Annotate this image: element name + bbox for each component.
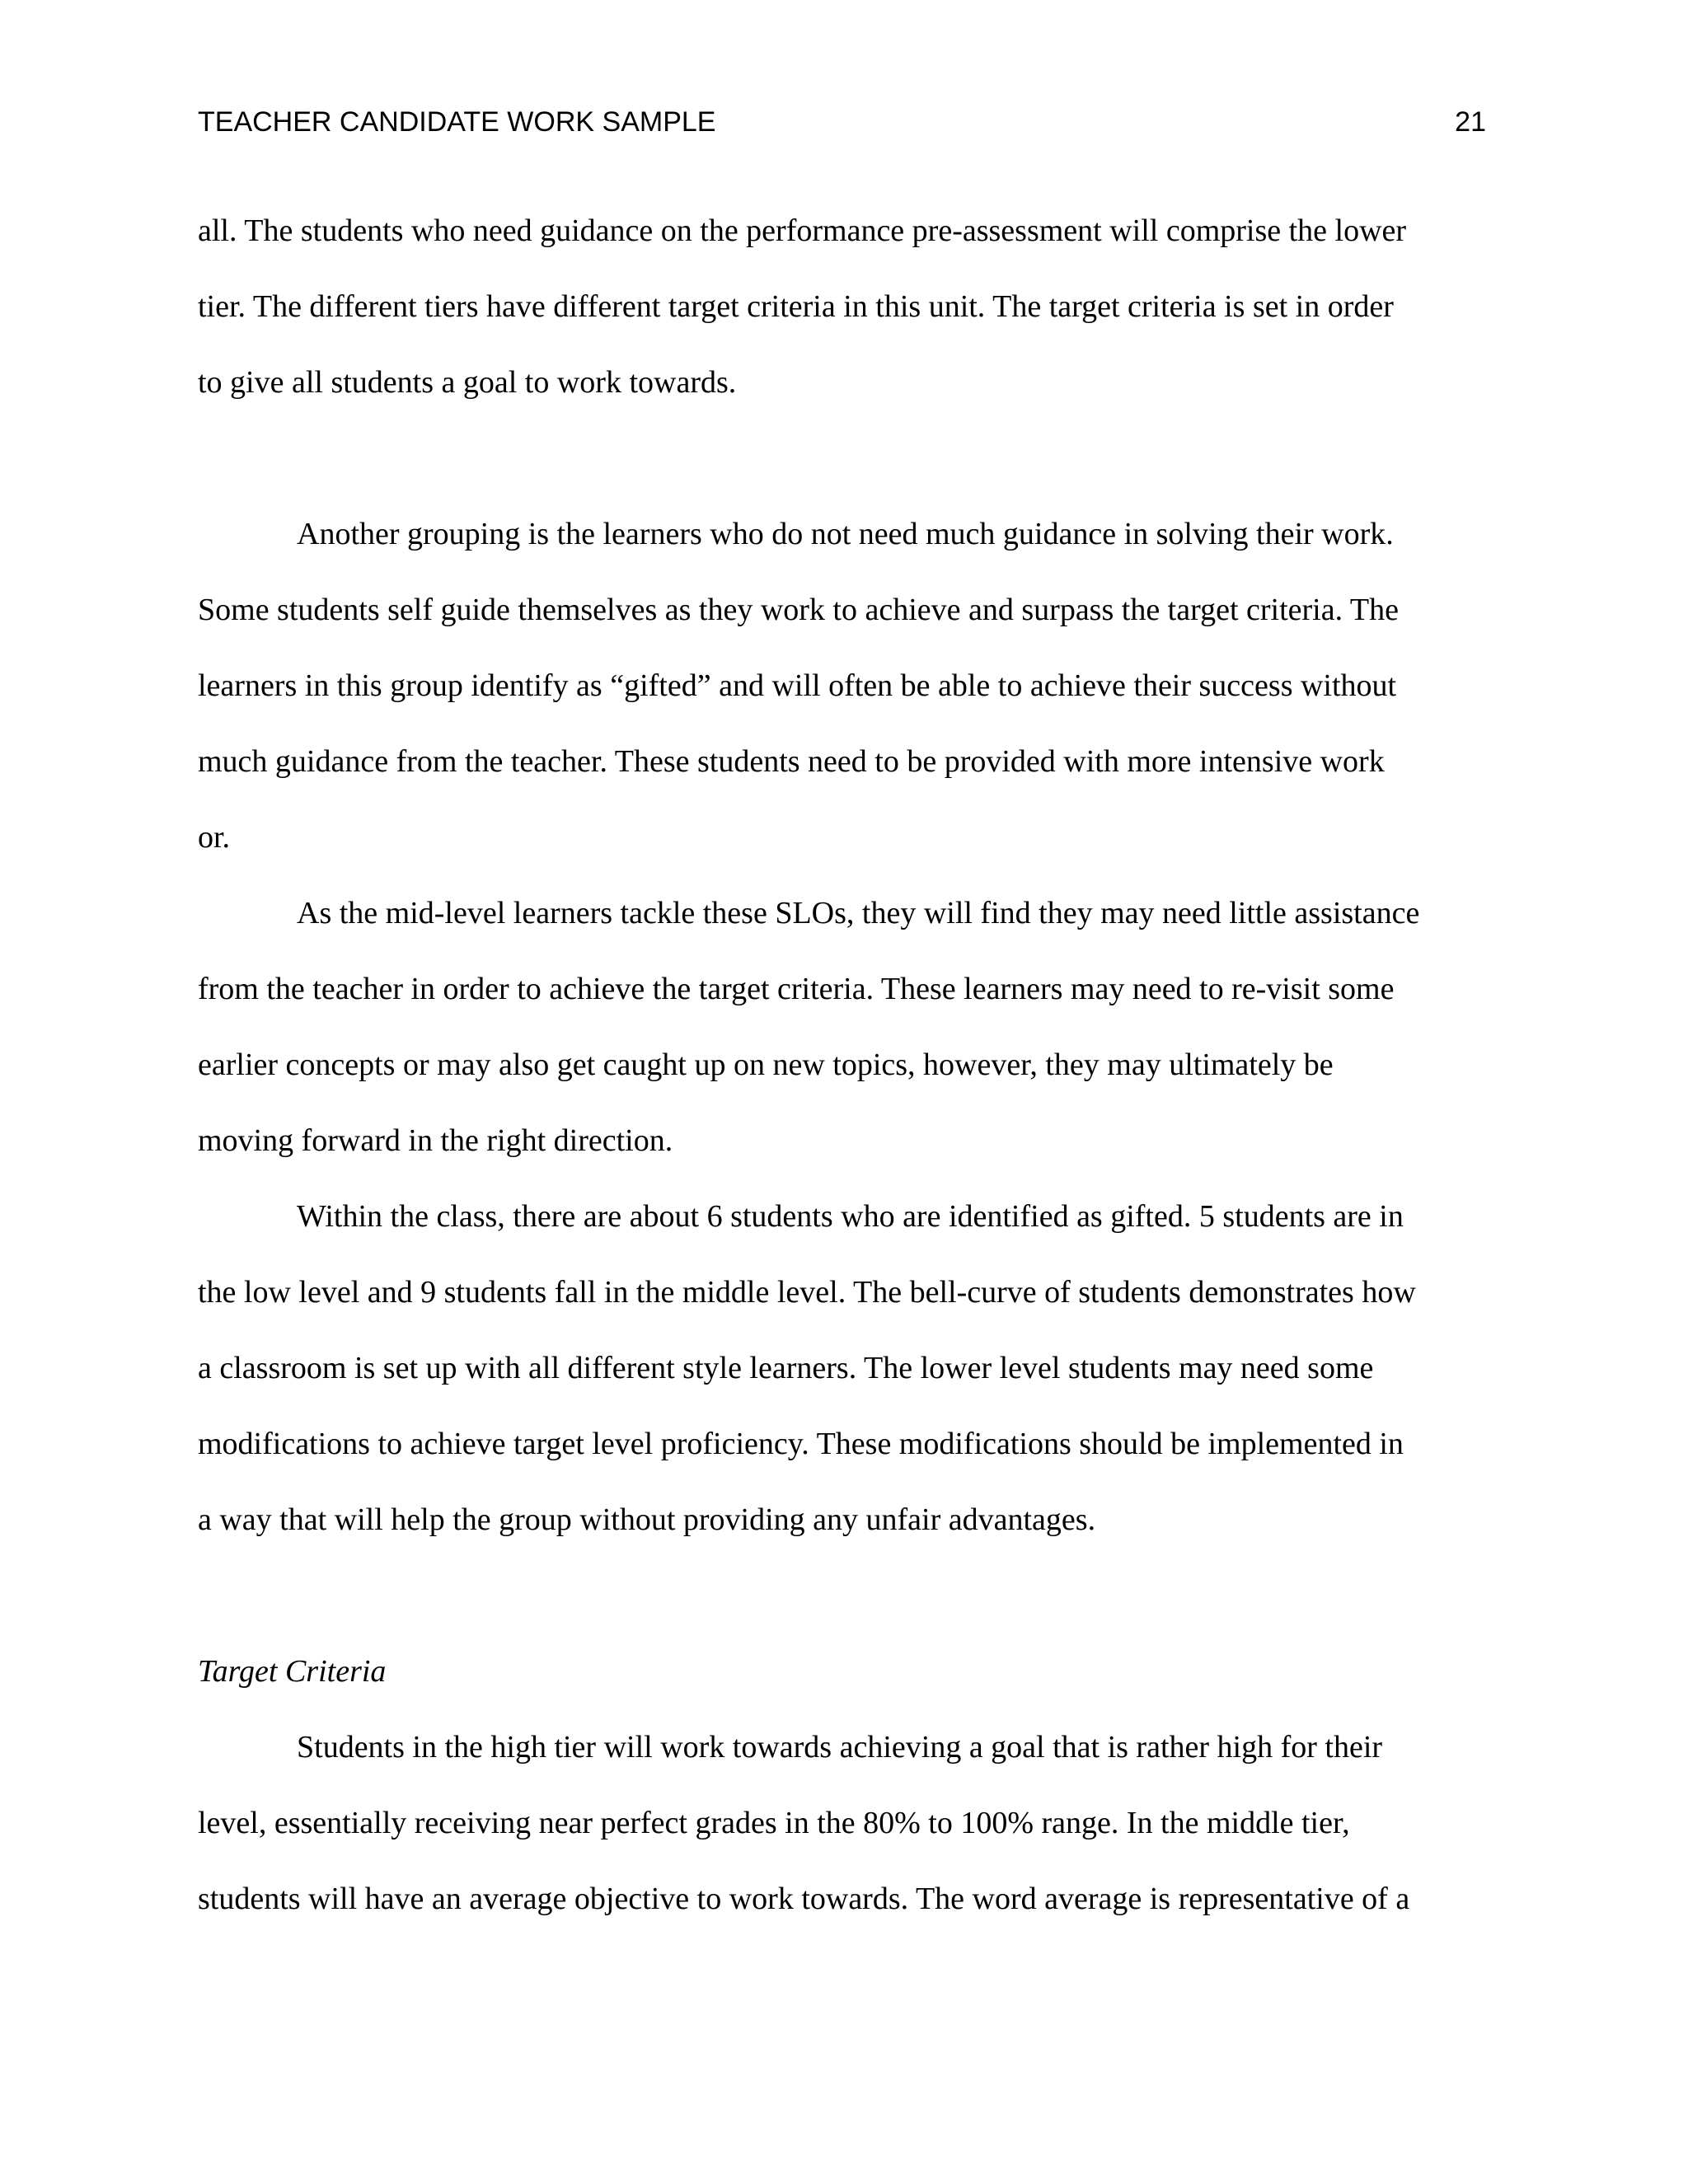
paragraph-mid-level-learners: As the mid-level learners tackle these SLOs, they will find they may need little assistance from the teacher in order to achieve the target criteria. These learners may need to re-visit some earlier concepts or may also get caught up on new topics, however, they may ultimately be moving forward in the right direction. bbox=[198, 896, 1420, 1158]
paragraph-another-grouping: Another grouping is the learners who do not need much guidance in solving their work. Some students self guide themselves as they work to achieve and surpass the target criteria. The learners in this group identify as “gifted” and will often be able to achieve their success without much guidance from the teacher. These students need to be provided with more intensive work or. bbox=[198, 517, 1399, 855]
running-head: TEACHER CANDIDATE WORK SAMPLE bbox=[198, 106, 716, 138]
paragraph-target-criteria: Students in the high tier will work towards achieving a goal that is rather high for their level, essentially receiving near perfect grades in the 80% to 100% range. In the middle tier, students will have an average objective to work towards. The word average is representative of a bbox=[198, 1730, 1410, 1916]
paragraph-continued: all. The students who need guidance on the performance pre-assessment will comprise the lower tier. The different tiers have different target criteria in this unit. The target criteria is set in order to give all students a goal to work towards. bbox=[198, 213, 1407, 400]
page-header bbox=[198, 102, 1486, 142]
section-heading-target-criteria: Target Criteria bbox=[198, 1654, 387, 1689]
document-body bbox=[198, 193, 1486, 1937]
paragraph-class-levels: Within the class, there are about 6 students who are identified as gifted. 5 students are in the low level and 9 students fall in the middle level. The bell-curve of students demonstrates how a classroom is set up with all different style learners. The lower level students may need some modifications to achieve target level proficiency. These modifications should be implemented in a way that will help the group without providing any unfair advantages. bbox=[198, 1199, 1416, 1537]
page-number: 21 bbox=[1455, 106, 1486, 138]
